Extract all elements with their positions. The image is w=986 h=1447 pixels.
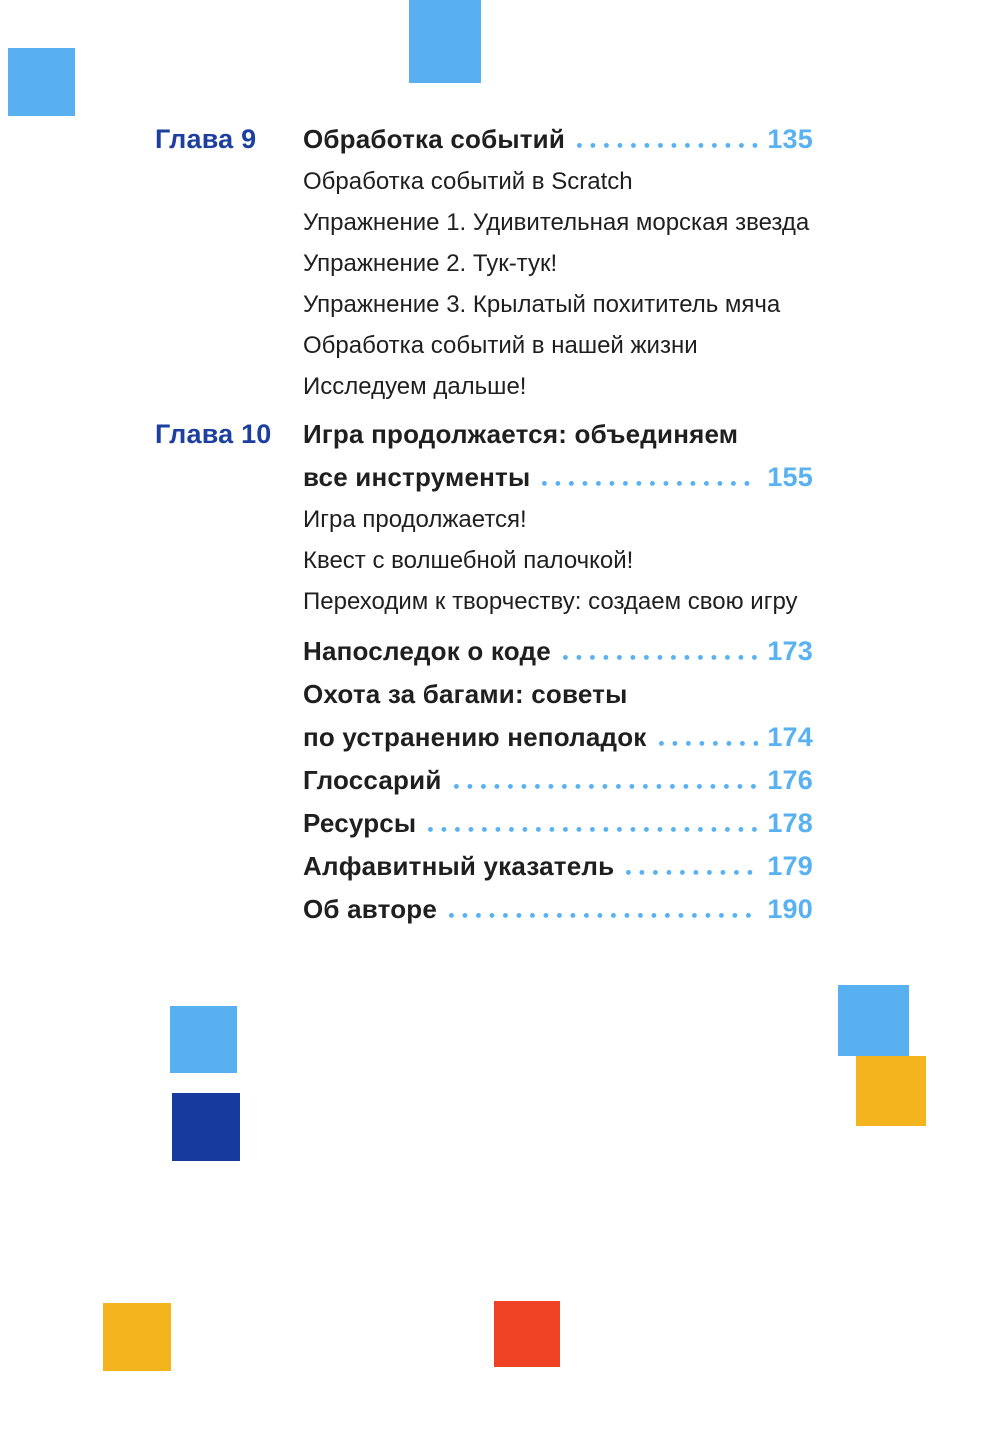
toc-backmatter-entry — [303, 802, 813, 845]
page-number: 190 — [767, 894, 813, 924]
toc-subitem: Обработка событий в Scratch — [303, 168, 633, 195]
decor-square-right-yellow — [856, 1056, 926, 1126]
toc-entry-line — [303, 716, 813, 759]
toc-entry-line — [303, 456, 813, 499]
chapter-content — [303, 118, 813, 407]
toc-entry-title: Игра продолжается: объединяем — [303, 419, 739, 449]
toc-entry-title: все инструменты — [303, 462, 531, 492]
toc-subitem: Упражнение 3. Крылатый похититель мяча — [303, 291, 781, 318]
chapter-content — [303, 413, 813, 622]
page-number: 179 — [767, 851, 813, 881]
page-number: 176 — [767, 765, 813, 795]
decor-square-bottom-red — [494, 1301, 560, 1367]
toc-subitem: Упражнение 1. Удивительная морская звезда — [303, 209, 810, 236]
toc-entry-title: Алфавитный указатель — [303, 851, 615, 881]
dotted-leader — [449, 913, 758, 918]
decor-square-bottom-yellow — [103, 1303, 171, 1371]
toc-subitem: Переходим к творчеству: создаем свою игру — [303, 588, 798, 615]
toc-backmatter-entry — [303, 673, 813, 759]
toc-entry-line — [303, 630, 813, 673]
toc-subitem: Игра продолжается! — [303, 506, 527, 533]
subitem-list — [303, 161, 813, 407]
toc-backmatter-entry — [303, 759, 813, 802]
toc-entry-line — [303, 802, 813, 845]
toc-entry-line — [303, 673, 813, 716]
dotted-leader — [577, 143, 758, 148]
toc-subitem: Квест с волшебной палочкой! — [303, 547, 634, 574]
dotted-leader — [659, 741, 759, 746]
toc-entry-title: по устранению неполадок — [303, 722, 647, 752]
toc-subitem: Обработка событий в нашей жизни — [303, 332, 698, 359]
decor-square-left-blue — [170, 1006, 237, 1073]
dotted-leader — [428, 827, 758, 832]
toc-entry-line — [303, 413, 813, 456]
subitem-list — [303, 499, 813, 622]
toc-chapter — [155, 413, 813, 622]
toc-entry-line — [303, 759, 813, 802]
backmatter-list — [303, 630, 813, 931]
toc-subitem: Исследуем дальше! — [303, 373, 527, 400]
table-of-contents — [155, 118, 813, 931]
chapter-label: Глава 10 — [155, 419, 272, 449]
dotted-leader — [542, 481, 758, 486]
toc-subitem: Упражнение 2. Тук-тук! — [303, 250, 558, 277]
dotted-leader — [563, 655, 758, 660]
toc-entry-title: Об авторе — [303, 894, 438, 924]
dotted-leader — [626, 870, 758, 875]
toc-backmatter-entry — [303, 845, 813, 888]
page-number: 173 — [767, 636, 813, 666]
toc-entry-title: Напоследок о коде — [303, 636, 551, 666]
page-number: 178 — [767, 808, 813, 838]
dotted-leader — [454, 784, 759, 789]
page-number: 155 — [767, 462, 813, 492]
toc-entry-line — [303, 118, 813, 161]
page-number: 135 — [767, 124, 813, 154]
decor-square-top-center — [409, 0, 481, 83]
decor-square-top-left — [8, 48, 75, 116]
toc-backmatter-entry — [303, 630, 813, 673]
chapter-list — [155, 118, 813, 622]
toc-entry-title: Ресурсы — [303, 808, 417, 838]
toc-entry-title: Обработка событий — [303, 124, 566, 154]
page-number: 174 — [767, 722, 813, 752]
toc-entry-line — [303, 845, 813, 888]
toc-chapter — [155, 118, 813, 407]
decor-square-left-darkblue — [172, 1093, 240, 1161]
toc-entry-title: Охота за багами: советы — [303, 679, 628, 709]
decor-square-right-blue — [838, 985, 909, 1056]
toc-entry-line — [303, 888, 813, 931]
toc-entry-title: Глоссарий — [303, 765, 442, 795]
chapter-label: Глава 9 — [155, 124, 257, 154]
toc-backmatter-entry — [303, 888, 813, 931]
